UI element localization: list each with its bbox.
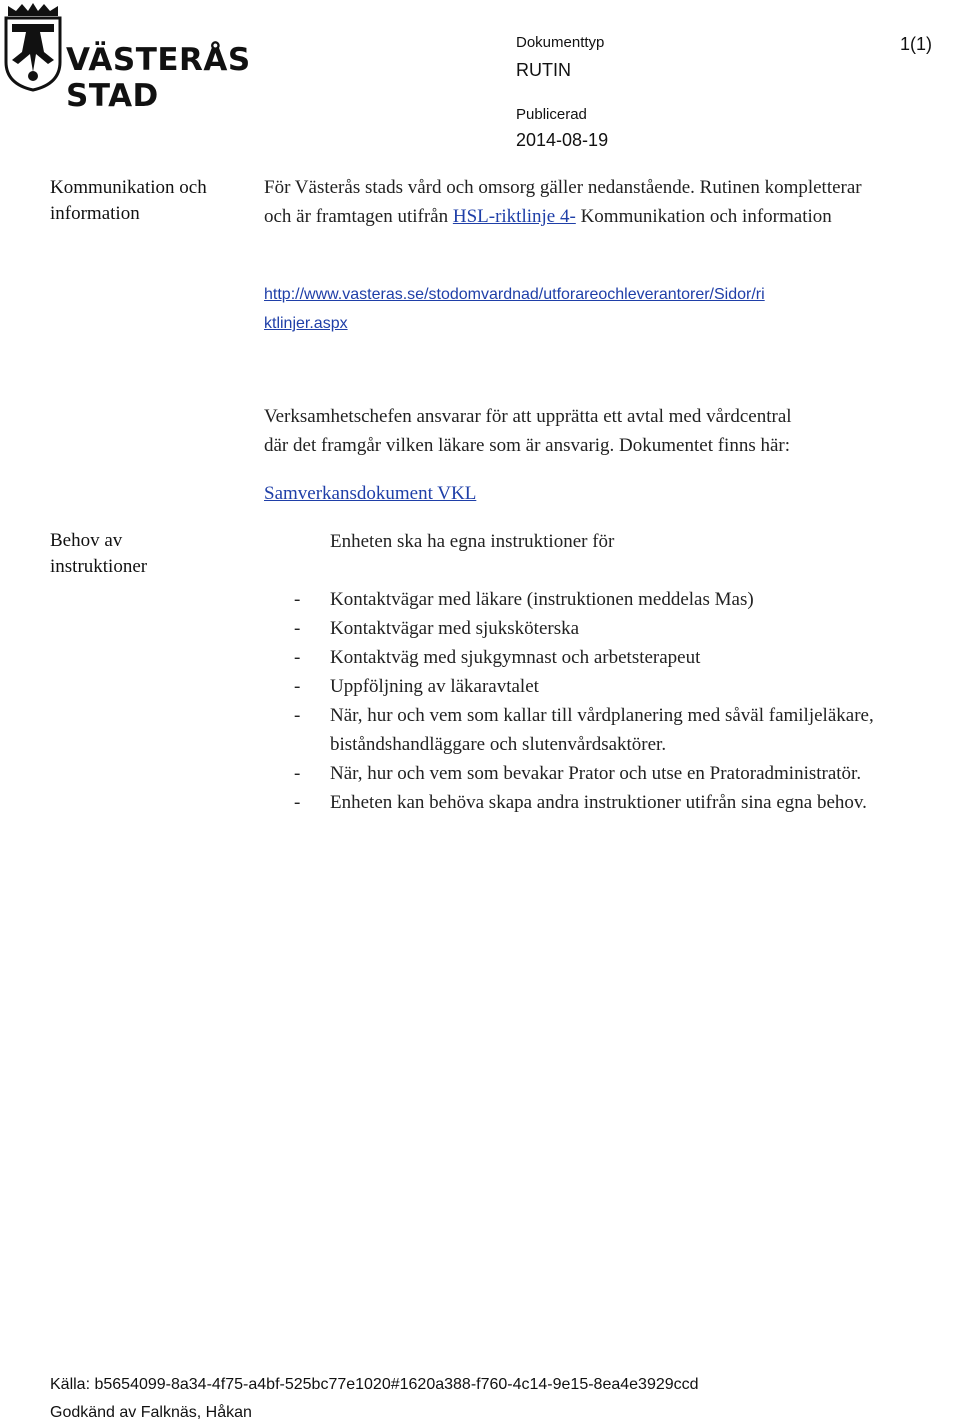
- doctype-value: RUTIN: [516, 60, 571, 80]
- bullet-dash: -: [294, 647, 301, 668]
- responsibility-line-1: Verksamhetschefen ansvarar för att upprätta ett avtal med vårdcentral: [264, 406, 792, 427]
- list-item: - Kontaktvägar med sjuksköterska: [294, 614, 914, 643]
- bullet-dash: -: [294, 792, 301, 813]
- page-number: 1(1): [900, 34, 933, 54]
- instructions-intro: Enheten ska ha egna instruktioner för: [330, 531, 615, 552]
- intro-paragraph: [264, 173, 864, 231]
- footer-source: Källa: b5654099-8a34-4f75-a4bf-525bc77e1020#1620a388-f760-4c14-9e15-8ea4e3929ccd: [50, 1376, 699, 1393]
- vasteras-logo: [4, 2, 324, 114]
- intro-text: För Västerås stads vård och omsorg gäller nedanstående. Rutinen kompletterar och är framtagen utifrån: [264, 177, 862, 227]
- list-item: - När, hur och vem som kallar till vårdplanering med såväl familjeläkare, biståndshandläggare och slutenvårdsaktörer.: [294, 701, 914, 759]
- samverkan-document-link[interactable]: Samverkansdokument VKL: [264, 483, 477, 504]
- footer-approved-by: Godkänd av Falknäs, Håkan: [50, 1404, 252, 1421]
- guideline-url-line1[interactable]: http://www.vasteras.se/stodomvardnad/utforareochleverantorer/Sidor/ri: [264, 286, 765, 303]
- list-item: - Kontaktväg med sjukgymnast och arbetsterapeut: [294, 643, 914, 672]
- section-label-instruktioner: Behov av instruktioner: [50, 530, 148, 577]
- coat-of-arms-icon: [4, 2, 62, 92]
- list-item: - När, hur och vem som bevakar Prator och utse en Pratoradministratör.: [294, 759, 914, 788]
- bullet-dash: -: [294, 676, 301, 697]
- intro-tail: Kommunikation och information: [580, 206, 832, 227]
- published-label: Publicerad: [516, 106, 587, 123]
- hsl-guideline-link[interactable]: HSL-riktlinje 4-: [452, 206, 576, 227]
- list-item: - Kontaktvägar med läkare (instruktionen meddelas Mas): [294, 585, 914, 614]
- bullet-dash: -: [294, 763, 301, 784]
- doctype-label: Dokumenttyp: [516, 34, 605, 51]
- bullet-dash: -: [294, 618, 301, 639]
- responsibility-line-2: där det framgår vilken läkare som är ansvarig. Dokumentet finns här:: [264, 435, 791, 456]
- list-item: - Enheten kan behöva skapa andra instruktioner utifrån sina egna behov.: [294, 788, 914, 817]
- bullet-dash: -: [294, 589, 301, 610]
- published-date: 2014-08-19: [516, 130, 609, 150]
- section-label-kommunikation: Kommunikation och information: [50, 177, 207, 224]
- responsibility-paragraph: [264, 402, 904, 460]
- list-item: - Uppföljning av läkaravtalet: [294, 672, 914, 701]
- logo-wordmark: VÄSTERÅS STAD: [66, 42, 251, 114]
- bullet-dash: -: [294, 705, 301, 726]
- guideline-url-line2[interactable]: ktlinjer.aspx: [264, 315, 348, 332]
- instructions-list: [294, 585, 914, 817]
